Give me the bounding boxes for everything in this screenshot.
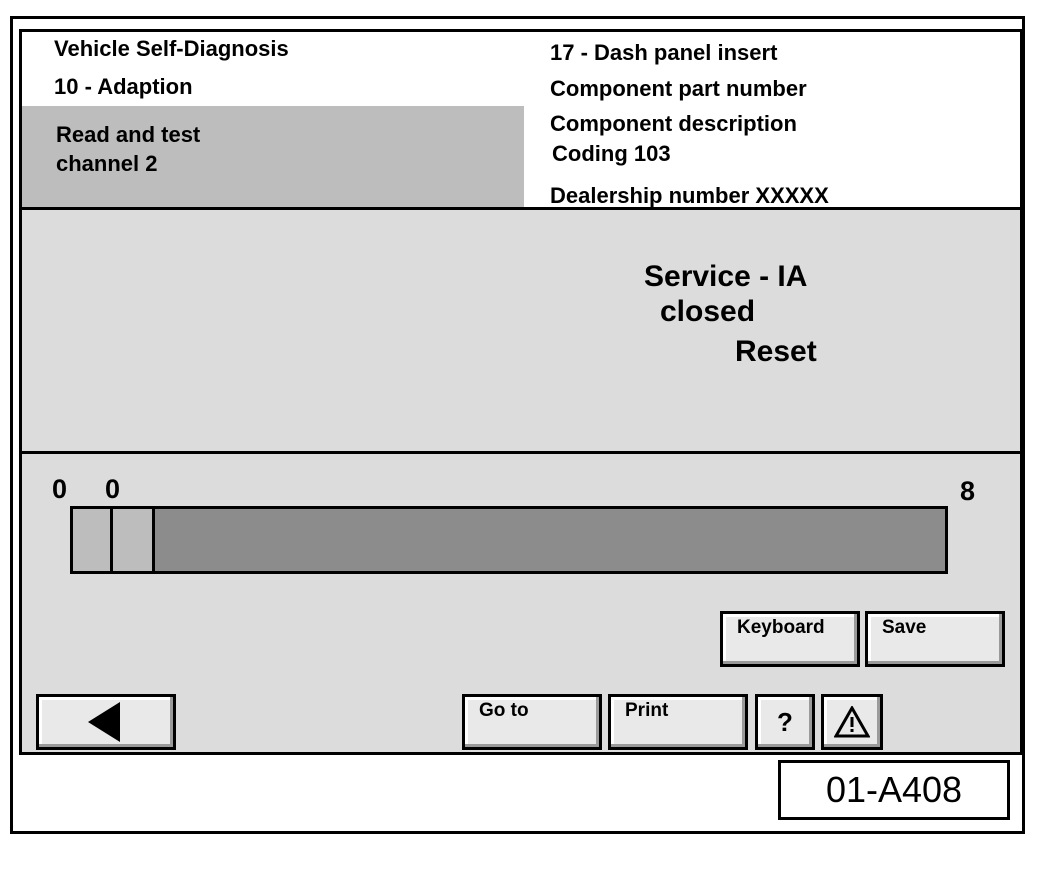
task-line-1: Read and test: [56, 122, 201, 147]
control-unit-panel: [524, 32, 1020, 210]
goto-button[interactable]: [462, 694, 602, 750]
bar-segment-2: [113, 509, 155, 571]
keyboard-button-label: Keyboard: [737, 617, 825, 638]
function-panel: [22, 65, 527, 109]
title-panel: [22, 32, 527, 68]
dealership-number: Dealership number XXXXX: [550, 183, 829, 208]
coding-value: Coding 103: [552, 141, 671, 166]
figure-label: 01-A408: [778, 760, 1010, 820]
scale-label-max: 8: [960, 476, 976, 506]
task-line-2: channel 2: [56, 151, 158, 176]
app-title: Vehicle Self-Diagnosis: [54, 36, 289, 61]
keyboard-button[interactable]: [720, 611, 860, 667]
message-line-2: closed: [660, 295, 756, 328]
help-icon: ?: [777, 706, 793, 737]
message-line-1: Service - IA: [644, 260, 808, 293]
warning-button[interactable]: [821, 694, 883, 750]
back-arrow-icon: [86, 700, 126, 744]
warning-triangle-icon: [834, 706, 870, 738]
scale-label-a: 0: [52, 474, 68, 504]
tester-screen: [19, 29, 1023, 755]
print-button[interactable]: [608, 694, 748, 750]
save-button-label: Save: [882, 617, 927, 638]
bar-segment-1: [73, 509, 113, 571]
message-line-3: Reset: [735, 335, 817, 368]
component-description: Component description: [550, 111, 797, 136]
back-button[interactable]: [36, 694, 176, 750]
task-panel: [22, 106, 527, 210]
help-button[interactable]: [755, 694, 815, 750]
goto-button-label: Go to: [479, 700, 529, 721]
control-unit-name: 17 - Dash panel insert: [550, 40, 778, 65]
save-button[interactable]: [865, 611, 1005, 667]
adaption-bar: [70, 506, 948, 574]
print-button-label: Print: [625, 700, 669, 721]
function-title: 10 - Adaption: [54, 74, 193, 99]
message-panel: [22, 210, 1020, 454]
scale-label-b: 0: [105, 474, 121, 504]
part-number: Component part number: [550, 76, 807, 101]
